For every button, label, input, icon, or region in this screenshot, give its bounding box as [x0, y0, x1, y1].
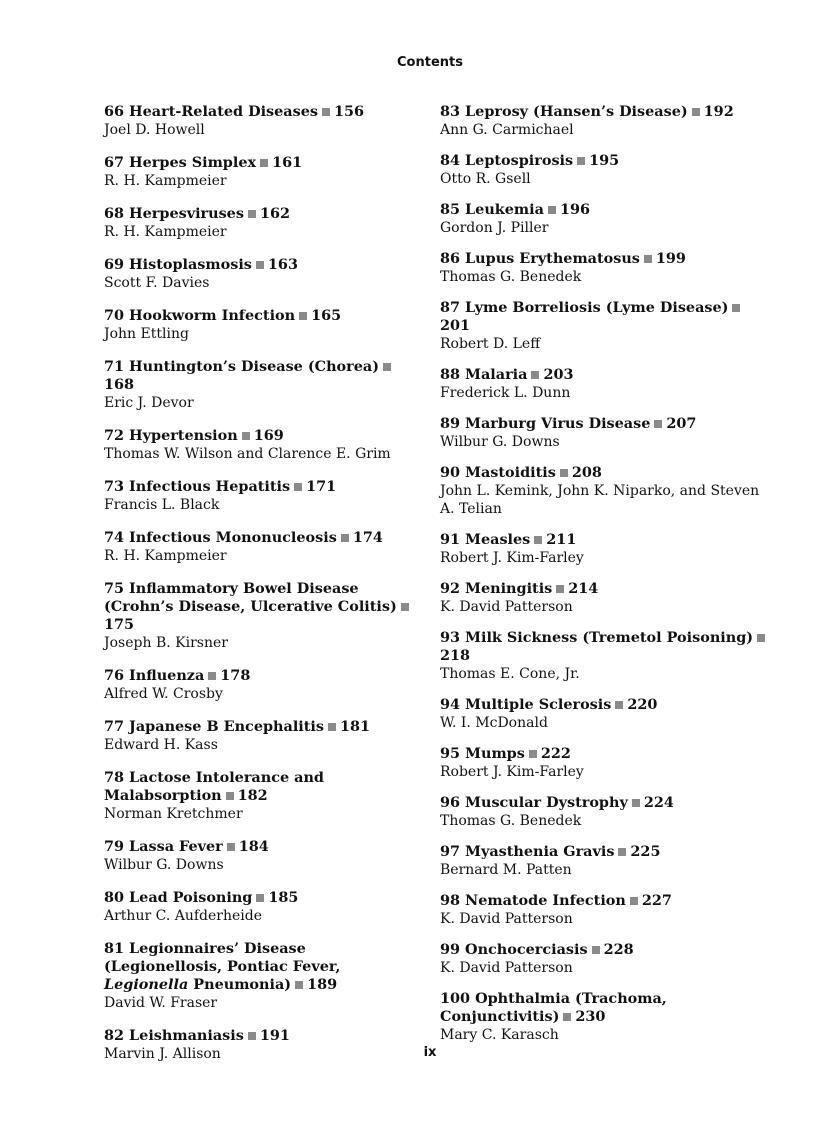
entry-page: 181: [339, 718, 371, 735]
entry-author: Arthur C. Aufderheide: [104, 908, 262, 924]
entry-title: [440, 201, 770, 219]
toc-entry: [440, 696, 770, 732]
entry-author: Eric J. Devor: [104, 395, 194, 411]
entry-title: [104, 205, 422, 223]
entry-title-text: Lyme Borreliosis (Lyme Disease): [465, 299, 729, 316]
toc-entry: [440, 103, 770, 139]
entry-number: 81: [104, 940, 125, 957]
entry-number: 97: [440, 843, 461, 860]
entry-author: Wilbur G. Downs: [440, 434, 560, 450]
toc-entry: [104, 580, 422, 652]
entry-number: 95: [440, 745, 461, 762]
toc-entry: [440, 152, 770, 188]
entry-title: [440, 103, 770, 121]
entry-number: 72: [104, 427, 125, 444]
entry-title-text: Inflammatory Bowel Disease (Crohn’s Disease, Ulcerative Colitis): [104, 580, 397, 615]
entry-page: 178: [220, 667, 251, 684]
toc-entry: [104, 718, 422, 754]
entry-number: 100: [440, 990, 471, 1007]
entry-number: 70: [104, 307, 125, 324]
toc-entry: [440, 843, 770, 879]
entry-author: Joseph B. Kirsner: [104, 635, 228, 651]
toc-right-column: [440, 103, 770, 1044]
entry-page: 230: [575, 1008, 606, 1025]
toc-entry: [440, 250, 770, 286]
entry-number: 79: [104, 838, 125, 855]
entry-author: Ann G. Carmichael: [440, 122, 574, 138]
square-bullet-icon: [295, 981, 303, 989]
entry-page: 161: [272, 154, 303, 171]
entry-page: 185: [268, 889, 299, 906]
entry-author: Norman Kretchmer: [104, 806, 243, 822]
entry-number: 90: [440, 464, 461, 481]
square-bullet-icon: [534, 536, 542, 544]
entry-author: Bernard M. Patten: [440, 862, 572, 878]
entry-title-text: Influenza: [129, 667, 205, 684]
entry-number: 82: [104, 1027, 125, 1044]
entry-title: [104, 427, 422, 445]
toc-entry: [104, 529, 422, 565]
entry-title-text: Hookworm Infection: [129, 307, 296, 324]
entry-title: [104, 256, 422, 274]
entry-page: 224: [643, 794, 674, 811]
entry-title-text: Herpes Simplex: [129, 154, 257, 171]
entry-number: 76: [104, 667, 125, 684]
entry-number: 80: [104, 889, 125, 906]
entry-title: [104, 940, 422, 994]
entry-page: 195: [589, 152, 620, 169]
toc-entry: [440, 580, 770, 616]
entry-title-text: Leishmaniasis: [129, 1027, 244, 1044]
entry-title: [440, 152, 770, 170]
square-bullet-icon: [256, 894, 264, 902]
entry-page: 227: [641, 892, 672, 909]
entry-page: 184: [238, 838, 269, 855]
entry-page: 220: [627, 696, 658, 713]
square-bullet-icon: [294, 483, 302, 491]
square-bullet-icon: [529, 750, 537, 758]
entry-page: 174: [352, 529, 383, 546]
entry-author: Thomas G. Benedek: [440, 813, 582, 829]
square-bullet-icon: [632, 799, 640, 807]
entry-title: [104, 529, 422, 547]
running-head: Contents: [397, 55, 463, 70]
entry-title-text: Herpesviruses: [129, 205, 244, 222]
toc-entry: [440, 366, 770, 402]
entry-title: [104, 307, 422, 325]
entry-page: 228: [603, 941, 634, 958]
entry-title-text: Ophthalmia (Trachoma, Conjunctivitis): [440, 990, 667, 1025]
square-bullet-icon: [630, 897, 638, 905]
entry-title-text: Lupus Erythematosus: [465, 250, 640, 267]
entry-number: 78: [104, 769, 125, 786]
entry-title-text: Myasthenia Gravis: [465, 843, 615, 860]
entry-title: [440, 892, 770, 910]
square-bullet-icon: [248, 1032, 256, 1040]
square-bullet-icon: [618, 848, 626, 856]
entry-number: 66: [104, 103, 125, 120]
entry-number: 92: [440, 580, 461, 597]
toc-entry: [440, 201, 770, 237]
entry-title-text: Huntington’s Disease (Chorea): [129, 358, 380, 375]
entry-title-text: Japanese B Encephalitis: [129, 718, 324, 735]
entry-number: 85: [440, 201, 461, 218]
entry-title: [440, 843, 770, 861]
square-bullet-icon: [560, 469, 568, 477]
entry-number: 75: [104, 580, 125, 597]
square-bullet-icon: [644, 255, 652, 263]
entry-title: [440, 250, 770, 268]
entry-page: 192: [703, 103, 734, 120]
toc-entry: [104, 940, 422, 1012]
square-bullet-icon: [556, 585, 564, 593]
entry-title-text: Muscular Dystrophy: [465, 794, 628, 811]
entry-title: [440, 990, 770, 1026]
entry-number: 84: [440, 152, 461, 169]
entry-author: K. David Patterson: [440, 911, 573, 927]
entry-title: [440, 531, 770, 549]
entry-number: 94: [440, 696, 461, 713]
entry-number: 86: [440, 250, 461, 267]
square-bullet-icon: [341, 534, 349, 542]
entry-number: 96: [440, 794, 461, 811]
square-bullet-icon: [401, 603, 409, 611]
entry-title-text: Hypertension: [129, 427, 238, 444]
entry-page: 189: [307, 976, 338, 993]
square-bullet-icon: [548, 206, 556, 214]
square-bullet-icon: [299, 312, 307, 320]
entry-author: Frederick L. Dunn: [440, 385, 571, 401]
entry-author: Robert J. Kim-Farley: [440, 764, 584, 780]
page-number: ix: [423, 1045, 437, 1060]
square-bullet-icon: [383, 363, 391, 371]
entry-title-italic: Legionella: [104, 976, 189, 993]
entry-title: [440, 464, 770, 482]
entry-author: Robert J. Kim-Farley: [440, 550, 584, 566]
entry-title: [104, 1027, 422, 1045]
entry-page: 165: [311, 307, 342, 324]
entry-page: 222: [540, 745, 571, 762]
entry-page: 163: [267, 256, 298, 273]
entry-title: [104, 769, 422, 805]
entry-title-text: Infectious Hepatitis: [129, 478, 291, 495]
entry-number: 71: [104, 358, 125, 375]
entry-number: 89: [440, 415, 461, 432]
entry-page: 168: [104, 376, 135, 393]
entry-page: 201: [440, 317, 471, 334]
entry-author: Scott F. Davies: [104, 275, 210, 291]
toc-entry: [104, 478, 422, 514]
square-bullet-icon: [248, 210, 256, 218]
entry-title: [104, 718, 422, 736]
entry-author: R. H. Kampmeier: [104, 173, 227, 189]
entry-page: 203: [543, 366, 574, 383]
entry-title: [104, 154, 422, 172]
square-bullet-icon: [256, 261, 264, 269]
entry-title-text: Malaria: [465, 366, 528, 383]
entry-number: 73: [104, 478, 125, 495]
square-bullet-icon: [226, 792, 234, 800]
entry-author: K. David Patterson: [440, 960, 573, 976]
toc-entry: [104, 427, 422, 463]
entry-author: Mary C. Karasch: [440, 1027, 559, 1043]
entry-page: 211: [546, 531, 577, 548]
toc-entry: [440, 464, 770, 518]
toc-entry: [104, 769, 422, 823]
entry-title-text: Infectious Mononucleosis: [129, 529, 337, 546]
entry-title: [440, 415, 770, 433]
toc-entry: [440, 794, 770, 830]
entry-page: 156: [334, 103, 365, 120]
entry-number: 77: [104, 718, 125, 735]
entry-title: [440, 794, 770, 812]
entry-page: 208: [571, 464, 602, 481]
entry-number: 88: [440, 366, 461, 383]
entry-title-text: Heart-Related Diseases: [129, 103, 318, 120]
square-bullet-icon: [577, 157, 585, 165]
entry-page: 175: [104, 616, 135, 633]
toc-entry: [440, 941, 770, 977]
entry-title: [440, 580, 770, 598]
entry-title: [440, 629, 770, 665]
entry-number: 93: [440, 629, 461, 646]
entry-author: R. H. Kampmeier: [104, 224, 227, 240]
square-bullet-icon: [260, 159, 268, 167]
square-bullet-icon: [732, 304, 740, 312]
entry-title-text: Leukemia: [465, 201, 544, 218]
entry-number: 74: [104, 529, 125, 546]
entry-author: Marvin J. Allison: [104, 1046, 221, 1062]
entry-page: 169: [253, 427, 284, 444]
entry-title: [104, 103, 422, 121]
toc-entry: [440, 745, 770, 781]
square-bullet-icon: [592, 946, 600, 954]
toc-entry: [104, 667, 422, 703]
square-bullet-icon: [227, 843, 235, 851]
entry-page: 225: [630, 843, 661, 860]
toc-entry: [440, 629, 770, 683]
entry-title: [104, 889, 422, 907]
entry-title-text: Onchocerciasis: [465, 941, 588, 958]
toc-entry: [104, 838, 422, 874]
entry-page: 162: [259, 205, 290, 222]
entry-title-text: Leptospirosis: [465, 152, 574, 169]
entry-page: 196: [559, 201, 590, 218]
toc-entry: [104, 256, 422, 292]
toc-entry: [440, 299, 770, 353]
entry-number: 99: [440, 941, 461, 958]
entry-title-text: Marburg Virus Disease: [465, 415, 651, 432]
entry-author: Alfred W. Crosby: [104, 686, 223, 702]
toc-entry: [440, 531, 770, 567]
entry-author: Francis L. Black: [104, 497, 220, 513]
entry-title: [104, 358, 422, 394]
entry-title-text: Lactose Intolerance and Malabsorption: [104, 769, 324, 804]
square-bullet-icon: [208, 672, 216, 680]
entry-page: 182: [237, 787, 268, 804]
entry-title-text: Meningitis: [465, 580, 553, 597]
toc-entry: [104, 154, 422, 190]
toc-entry: [104, 103, 422, 139]
entry-author: Gordon J. Piller: [440, 220, 549, 236]
toc-entry: [440, 415, 770, 451]
entry-number: 69: [104, 256, 125, 273]
square-bullet-icon: [242, 432, 250, 440]
entry-title-text: Histoplasmosis: [129, 256, 252, 273]
entry-title: [104, 667, 422, 685]
entry-author: R. H. Kampmeier: [104, 548, 227, 564]
entry-author: David W. Fraser: [104, 995, 218, 1011]
entry-page: 199: [655, 250, 686, 267]
entry-page: 171: [306, 478, 337, 495]
entry-title: [440, 696, 770, 714]
square-bullet-icon: [563, 1013, 571, 1021]
entry-author: John Ettling: [104, 326, 189, 342]
entry-author: Wilbur G. Downs: [104, 857, 224, 873]
square-bullet-icon: [328, 723, 336, 731]
entry-title-after: Pneumonia): [193, 976, 292, 993]
entry-title: [440, 745, 770, 763]
entry-number: 98: [440, 892, 461, 909]
entry-title-text: Multiple Sclerosis: [465, 696, 612, 713]
entry-title-text: Measles: [465, 531, 531, 548]
toc-entry: [440, 990, 770, 1044]
entry-title-text: Lead Poisoning: [129, 889, 253, 906]
entry-title: [440, 366, 770, 384]
entry-author: Edward H. Kass: [104, 737, 218, 753]
entry-page: 218: [440, 647, 471, 664]
entry-title-text: Mastoiditis: [465, 464, 556, 481]
entry-title-text: Legionnaires’ Disease (Legionellosis, Pontiac Fever,: [104, 940, 341, 975]
toc-entry: [104, 889, 422, 925]
entry-page: 191: [259, 1027, 290, 1044]
entry-title: [104, 580, 422, 634]
entry-number: 91: [440, 531, 461, 548]
toc-entry: [104, 205, 422, 241]
toc-entry: [104, 358, 422, 412]
entry-author: Robert D. Leff: [440, 336, 541, 352]
entry-author: Thomas G. Benedek: [440, 269, 582, 285]
entry-author: Thomas E. Cone, Jr.: [440, 666, 580, 682]
entry-title-text: Nematode Infection: [465, 892, 626, 909]
square-bullet-icon: [531, 371, 539, 379]
entry-title: [440, 299, 770, 335]
entry-page: 207: [666, 415, 697, 432]
square-bullet-icon: [692, 108, 700, 116]
entry-title-text: Milk Sickness (Tremetol Poisoning): [465, 629, 754, 646]
square-bullet-icon: [757, 634, 765, 642]
entry-number: 83: [440, 103, 461, 120]
entry-title: [104, 478, 422, 496]
entry-author: Joel D. Howell: [104, 122, 205, 138]
entry-title-text: Mumps: [465, 745, 525, 762]
entry-title-text: Leprosy (Hansen’s Disease): [465, 103, 688, 120]
entry-title-text: Lassa Fever: [129, 838, 223, 855]
entry-number: 87: [440, 299, 461, 316]
square-bullet-icon: [615, 701, 623, 709]
entry-page: 214: [568, 580, 599, 597]
square-bullet-icon: [322, 108, 330, 116]
toc-left-column: [104, 103, 422, 1063]
toc-entry: [440, 892, 770, 928]
entry-title: [440, 941, 770, 959]
entry-title: [104, 838, 422, 856]
entry-author: Otto R. Gsell: [440, 171, 531, 187]
entry-author: W. I. McDonald: [440, 715, 548, 731]
entry-author: K. David Patterson: [440, 599, 573, 615]
entry-number: 67: [104, 154, 125, 171]
entry-author: Thomas W. Wilson and Clarence E. Grim: [104, 446, 391, 462]
square-bullet-icon: [654, 420, 662, 428]
toc-entry: [104, 307, 422, 343]
entry-number: 68: [104, 205, 125, 222]
entry-author: John L. Kemink, John K. Niparko, and Steven A. Telian: [440, 483, 760, 517]
